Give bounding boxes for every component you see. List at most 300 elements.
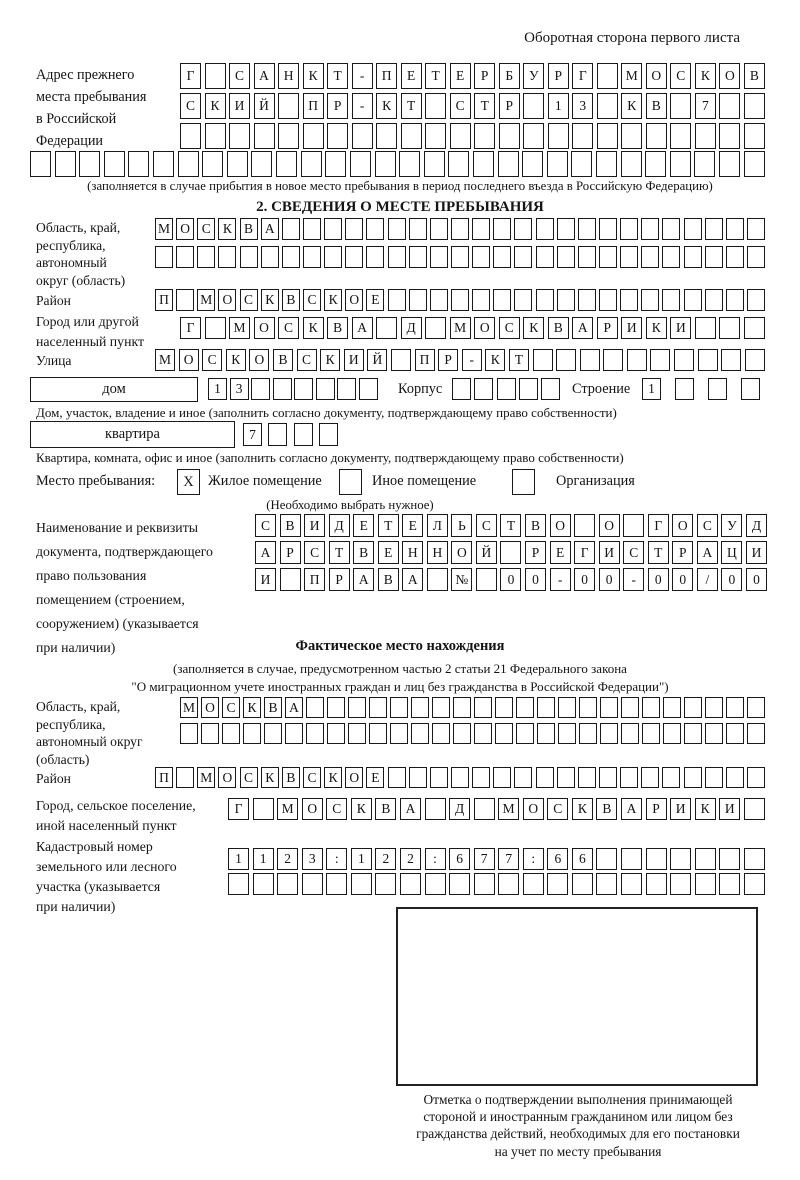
char-cell[interactable] (228, 873, 249, 895)
char-cell[interactable] (695, 848, 716, 870)
char-cell[interactable] (663, 697, 681, 718)
char-cell[interactable]: Р (280, 541, 301, 564)
char-cell[interactable]: А (353, 568, 374, 591)
city-row[interactable] (180, 317, 765, 339)
char-cell[interactable] (600, 697, 618, 718)
char-cell[interactable]: 7 (474, 848, 495, 870)
char-cell[interactable] (541, 378, 560, 400)
char-cell[interactable]: А (285, 697, 303, 718)
char-cell[interactable] (641, 289, 659, 311)
char-cell[interactable]: А (352, 317, 373, 339)
char-cell[interactable] (597, 63, 618, 89)
char-cell[interactable] (705, 767, 723, 788)
char-cell[interactable] (280, 568, 301, 591)
char-cell[interactable] (603, 349, 623, 371)
char-cell[interactable]: Г (572, 63, 593, 89)
char-cell[interactable]: Т (648, 541, 669, 564)
char-cell[interactable]: Й (476, 541, 497, 564)
char-cell[interactable] (698, 349, 718, 371)
char-cell[interactable] (316, 378, 335, 400)
char-cell[interactable] (205, 123, 226, 149)
char-cell[interactable] (180, 723, 198, 744)
char-cell[interactable] (596, 873, 617, 895)
char-cell[interactable] (337, 378, 356, 400)
checkbox-organization[interactable] (512, 469, 535, 495)
char-cell[interactable] (684, 767, 702, 788)
char-cell[interactable] (425, 123, 446, 149)
korpus-cells[interactable] (452, 378, 560, 400)
char-cell[interactable]: К (324, 289, 342, 311)
char-cell[interactable]: А (261, 218, 279, 240)
char-cell[interactable]: 0 (672, 568, 693, 591)
actual-region-row-1[interactable] (180, 697, 765, 718)
char-cell[interactable] (705, 246, 723, 268)
char-cell[interactable]: Й (367, 349, 387, 371)
char-cell[interactable]: 6 (572, 848, 593, 870)
char-cell[interactable] (472, 218, 490, 240)
actual-city-row[interactable] (228, 798, 765, 820)
char-cell[interactable] (620, 246, 638, 268)
char-cell[interactable] (55, 151, 76, 177)
char-cell[interactable] (451, 246, 469, 268)
char-cell[interactable] (726, 723, 744, 744)
char-cell[interactable] (448, 151, 469, 177)
char-cell[interactable] (411, 723, 429, 744)
char-cell[interactable] (472, 767, 490, 788)
char-cell[interactable] (432, 723, 450, 744)
char-cell[interactable] (79, 151, 100, 177)
char-cell[interactable] (721, 349, 741, 371)
char-cell[interactable] (621, 873, 642, 895)
char-cell[interactable] (744, 798, 765, 820)
char-cell[interactable]: О (719, 63, 740, 89)
char-cell[interactable] (747, 767, 765, 788)
char-cell[interactable]: С (623, 541, 644, 564)
char-cell[interactable] (493, 246, 511, 268)
char-cell[interactable]: 0 (525, 568, 546, 591)
char-cell[interactable]: Д (449, 798, 470, 820)
char-cell[interactable]: О (599, 514, 620, 537)
char-cell[interactable] (278, 123, 299, 149)
char-cell[interactable]: Д (401, 317, 422, 339)
char-cell[interactable] (476, 568, 497, 591)
char-cell[interactable]: Е (353, 514, 374, 537)
char-cell[interactable] (366, 246, 384, 268)
char-cell[interactable] (453, 723, 471, 744)
char-cell[interactable] (276, 151, 297, 177)
char-cell[interactable] (430, 246, 448, 268)
char-cell[interactable] (277, 873, 298, 895)
char-cell[interactable] (303, 123, 324, 149)
char-cell[interactable]: В (327, 317, 348, 339)
char-cell[interactable] (285, 723, 303, 744)
cadastral-row-2[interactable] (228, 873, 765, 895)
char-cell[interactable]: М (450, 317, 471, 339)
char-cell[interactable]: И (599, 541, 620, 564)
char-cell[interactable] (558, 697, 576, 718)
char-cell[interactable] (670, 151, 691, 177)
char-cell[interactable] (128, 151, 149, 177)
char-cell[interactable]: И (344, 349, 364, 371)
char-cell[interactable]: 6 (449, 848, 470, 870)
char-cell[interactable] (474, 798, 495, 820)
char-cell[interactable] (345, 246, 363, 268)
char-cell[interactable]: О (302, 798, 323, 820)
char-cell[interactable]: В (280, 514, 301, 537)
char-cell[interactable] (324, 246, 342, 268)
char-cell[interactable] (747, 723, 765, 744)
char-cell[interactable] (719, 848, 740, 870)
char-cell[interactable]: М (498, 798, 519, 820)
char-cell[interactable] (178, 151, 199, 177)
char-cell[interactable] (719, 93, 740, 119)
char-cell[interactable] (726, 218, 744, 240)
char-cell[interactable]: Р (474, 63, 495, 89)
char-cell[interactable] (306, 697, 324, 718)
char-cell[interactable]: Ц (721, 541, 742, 564)
char-cell[interactable]: К (621, 93, 642, 119)
prev-address-row-1[interactable] (180, 63, 765, 89)
char-cell[interactable] (663, 723, 681, 744)
house-number-cells[interactable] (208, 378, 378, 400)
char-cell[interactable]: М (155, 218, 173, 240)
char-cell[interactable]: М (197, 289, 215, 311)
char-cell[interactable] (451, 218, 469, 240)
district-row[interactable] (155, 289, 765, 311)
char-cell[interactable] (474, 123, 495, 149)
char-cell[interactable] (745, 349, 765, 371)
char-cell[interactable]: Р (525, 541, 546, 564)
char-cell[interactable] (571, 151, 592, 177)
char-cell[interactable]: Й (254, 93, 275, 119)
char-cell[interactable] (726, 697, 744, 718)
char-cell[interactable]: Е (378, 541, 399, 564)
char-cell[interactable] (662, 289, 680, 311)
char-cell[interactable] (522, 151, 543, 177)
char-cell[interactable] (747, 289, 765, 311)
char-cell[interactable] (493, 767, 511, 788)
char-cell[interactable]: 3 (302, 848, 323, 870)
char-cell[interactable] (621, 123, 642, 149)
char-cell[interactable]: 1 (351, 848, 372, 870)
char-cell[interactable] (705, 218, 723, 240)
document-row-1[interactable] (255, 514, 767, 537)
char-cell[interactable] (572, 123, 593, 149)
char-cell[interactable]: Т (500, 514, 521, 537)
char-cell[interactable]: К (261, 767, 279, 788)
char-cell[interactable] (557, 218, 575, 240)
char-cell[interactable] (741, 378, 760, 400)
char-cell[interactable]: Е (366, 289, 384, 311)
char-cell[interactable] (558, 723, 576, 744)
char-cell[interactable] (369, 697, 387, 718)
char-cell[interactable]: И (304, 514, 325, 537)
char-cell[interactable] (533, 349, 553, 371)
char-cell[interactable] (390, 723, 408, 744)
char-cell[interactable] (662, 767, 680, 788)
char-cell[interactable] (642, 697, 660, 718)
char-cell[interactable] (474, 378, 493, 400)
char-cell[interactable] (376, 317, 397, 339)
char-cell[interactable]: О (474, 317, 495, 339)
char-cell[interactable]: 7 (695, 93, 716, 119)
char-cell[interactable]: Р (672, 541, 693, 564)
char-cell[interactable] (278, 93, 299, 119)
char-cell[interactable]: Б (499, 63, 520, 89)
char-cell[interactable] (536, 246, 554, 268)
char-cell[interactable]: М (277, 798, 298, 820)
char-cell[interactable] (348, 697, 366, 718)
char-cell[interactable] (273, 378, 292, 400)
char-cell[interactable]: Н (278, 63, 299, 89)
char-cell[interactable] (369, 723, 387, 744)
char-cell[interactable] (430, 289, 448, 311)
char-cell[interactable] (282, 218, 300, 240)
char-cell[interactable] (251, 151, 272, 177)
char-cell[interactable]: - (462, 349, 482, 371)
char-cell[interactable]: В (282, 289, 300, 311)
char-cell[interactable] (726, 289, 744, 311)
char-cell[interactable] (493, 218, 511, 240)
char-cell[interactable]: В (240, 218, 258, 240)
char-cell[interactable] (474, 723, 492, 744)
char-cell[interactable] (451, 767, 469, 788)
char-cell[interactable]: Н (427, 541, 448, 564)
cadastral-row-1[interactable] (228, 848, 765, 870)
char-cell[interactable]: В (548, 317, 569, 339)
char-cell[interactable] (400, 873, 421, 895)
checkbox-residential[interactable]: X (177, 469, 200, 495)
document-row-2[interactable] (255, 541, 767, 564)
char-cell[interactable]: А (697, 541, 718, 564)
char-cell[interactable]: Г (228, 798, 249, 820)
char-cell[interactable]: Р (438, 349, 458, 371)
char-cell[interactable] (348, 723, 366, 744)
actual-region-row-2[interactable] (180, 723, 765, 744)
prev-address-row-4[interactable] (30, 151, 765, 177)
char-cell[interactable] (674, 349, 694, 371)
char-cell[interactable]: Т (425, 63, 446, 89)
char-cell[interactable] (409, 289, 427, 311)
char-cell[interactable]: О (550, 514, 571, 537)
char-cell[interactable]: О (201, 697, 219, 718)
char-cell[interactable] (409, 246, 427, 268)
char-cell[interactable] (670, 93, 691, 119)
char-cell[interactable] (227, 151, 248, 177)
char-cell[interactable] (578, 289, 596, 311)
char-cell[interactable] (499, 123, 520, 149)
char-cell[interactable]: О (176, 218, 194, 240)
char-cell[interactable]: С (229, 63, 250, 89)
char-cell[interactable]: 0 (574, 568, 595, 591)
char-cell[interactable] (375, 151, 396, 177)
char-cell[interactable] (268, 423, 287, 446)
char-cell[interactable] (352, 123, 373, 149)
char-cell[interactable] (327, 123, 348, 149)
char-cell[interactable]: В (378, 568, 399, 591)
char-cell[interactable] (744, 317, 765, 339)
char-cell[interactable] (514, 767, 532, 788)
char-cell[interactable] (684, 697, 702, 718)
document-row-3[interactable] (255, 568, 767, 591)
char-cell[interactable] (366, 218, 384, 240)
char-cell[interactable]: Д (746, 514, 767, 537)
char-cell[interactable]: Е (550, 541, 571, 564)
char-cell[interactable] (579, 697, 597, 718)
char-cell[interactable]: 0 (599, 568, 620, 591)
char-cell[interactable] (218, 246, 236, 268)
char-cell[interactable] (597, 93, 618, 119)
char-cell[interactable] (597, 123, 618, 149)
char-cell[interactable] (695, 123, 716, 149)
char-cell[interactable]: / (697, 568, 718, 591)
prev-address-row-3[interactable] (180, 123, 765, 149)
char-cell[interactable]: К (320, 349, 340, 371)
char-cell[interactable]: К (303, 317, 324, 339)
char-cell[interactable]: Л (427, 514, 448, 537)
char-cell[interactable] (303, 246, 321, 268)
char-cell[interactable] (744, 151, 765, 177)
char-cell[interactable] (251, 378, 270, 400)
char-cell[interactable] (670, 123, 691, 149)
char-cell[interactable]: О (451, 541, 472, 564)
char-cell[interactable] (201, 723, 219, 744)
char-cell[interactable] (547, 151, 568, 177)
char-cell[interactable]: М (621, 63, 642, 89)
char-cell[interactable] (294, 423, 313, 446)
char-cell[interactable]: Т (509, 349, 529, 371)
char-cell[interactable] (411, 697, 429, 718)
region-row-2[interactable] (155, 246, 765, 268)
char-cell[interactable]: 1 (228, 848, 249, 870)
char-cell[interactable] (176, 767, 194, 788)
char-cell[interactable] (388, 767, 406, 788)
char-cell[interactable] (452, 378, 471, 400)
char-cell[interactable] (747, 218, 765, 240)
char-cell[interactable] (345, 218, 363, 240)
char-cell[interactable] (430, 767, 448, 788)
char-cell[interactable]: С (255, 514, 276, 537)
char-cell[interactable] (222, 723, 240, 744)
char-cell[interactable]: 3 (230, 378, 249, 400)
char-cell[interactable]: О (345, 289, 363, 311)
apartment-number-cells[interactable] (243, 423, 338, 446)
char-cell[interactable] (197, 246, 215, 268)
checkbox-other-premises[interactable] (339, 469, 362, 495)
char-cell[interactable] (705, 697, 723, 718)
char-cell[interactable]: Т (329, 541, 350, 564)
char-cell[interactable] (516, 723, 534, 744)
char-cell[interactable] (536, 767, 554, 788)
char-cell[interactable]: И (746, 541, 767, 564)
char-cell[interactable] (430, 218, 448, 240)
char-cell[interactable]: В (282, 767, 300, 788)
char-cell[interactable] (351, 873, 372, 895)
char-cell[interactable] (497, 378, 516, 400)
char-cell[interactable] (641, 246, 659, 268)
char-cell[interactable] (409, 218, 427, 240)
char-cell[interactable]: Р (548, 63, 569, 89)
char-cell[interactable]: В (596, 798, 617, 820)
char-cell[interactable]: М (229, 317, 250, 339)
char-cell[interactable] (301, 151, 322, 177)
char-cell[interactable]: С (202, 349, 222, 371)
char-cell[interactable] (744, 93, 765, 119)
char-cell[interactable]: 6 (547, 848, 568, 870)
char-cell[interactable]: Д (329, 514, 350, 537)
street-row[interactable] (155, 349, 765, 371)
char-cell[interactable] (243, 723, 261, 744)
char-cell[interactable] (493, 289, 511, 311)
char-cell[interactable] (744, 873, 765, 895)
char-cell[interactable] (572, 873, 593, 895)
char-cell[interactable]: : (425, 848, 446, 870)
char-cell[interactable]: К (218, 218, 236, 240)
char-cell[interactable] (432, 697, 450, 718)
char-cell[interactable] (726, 767, 744, 788)
char-cell[interactable]: Г (180, 317, 201, 339)
char-cell[interactable] (705, 289, 723, 311)
char-cell[interactable] (409, 767, 427, 788)
char-cell[interactable]: С (303, 767, 321, 788)
char-cell[interactable] (325, 151, 346, 177)
char-cell[interactable] (684, 289, 702, 311)
char-cell[interactable] (303, 218, 321, 240)
char-cell[interactable] (695, 317, 716, 339)
char-cell[interactable] (498, 151, 519, 177)
char-cell[interactable] (176, 289, 194, 311)
char-cell[interactable]: П (155, 767, 173, 788)
char-cell[interactable]: 0 (500, 568, 521, 591)
char-cell[interactable]: К (303, 63, 324, 89)
char-cell[interactable] (327, 723, 345, 744)
char-cell[interactable] (294, 378, 313, 400)
char-cell[interactable] (599, 246, 617, 268)
char-cell[interactable] (578, 246, 596, 268)
char-cell[interactable] (620, 218, 638, 240)
char-cell[interactable] (104, 151, 125, 177)
char-cell[interactable] (205, 317, 226, 339)
char-cell[interactable]: А (572, 317, 593, 339)
char-cell[interactable] (574, 514, 595, 537)
char-cell[interactable] (548, 123, 569, 149)
char-cell[interactable]: 0 (721, 568, 742, 591)
char-cell[interactable]: Г (648, 514, 669, 537)
char-cell[interactable]: С (303, 289, 321, 311)
char-cell[interactable] (425, 873, 446, 895)
char-cell[interactable]: Е (450, 63, 471, 89)
region-row-1[interactable] (155, 218, 765, 240)
char-cell[interactable]: К (205, 93, 226, 119)
char-cell[interactable] (684, 723, 702, 744)
char-cell[interactable] (495, 723, 513, 744)
char-cell[interactable] (744, 848, 765, 870)
char-cell[interactable] (705, 723, 723, 744)
char-cell[interactable] (425, 317, 446, 339)
char-cell[interactable]: А (254, 63, 275, 89)
char-cell[interactable] (514, 289, 532, 311)
char-cell[interactable]: Т (474, 93, 495, 119)
char-cell[interactable] (264, 723, 282, 744)
char-cell[interactable] (600, 723, 618, 744)
char-cell[interactable] (155, 246, 173, 268)
char-cell[interactable]: 1 (253, 848, 274, 870)
char-cell[interactable]: О (218, 289, 236, 311)
char-cell[interactable] (240, 246, 258, 268)
char-cell[interactable] (621, 151, 642, 177)
char-cell[interactable] (450, 123, 471, 149)
char-cell[interactable]: И (255, 568, 276, 591)
